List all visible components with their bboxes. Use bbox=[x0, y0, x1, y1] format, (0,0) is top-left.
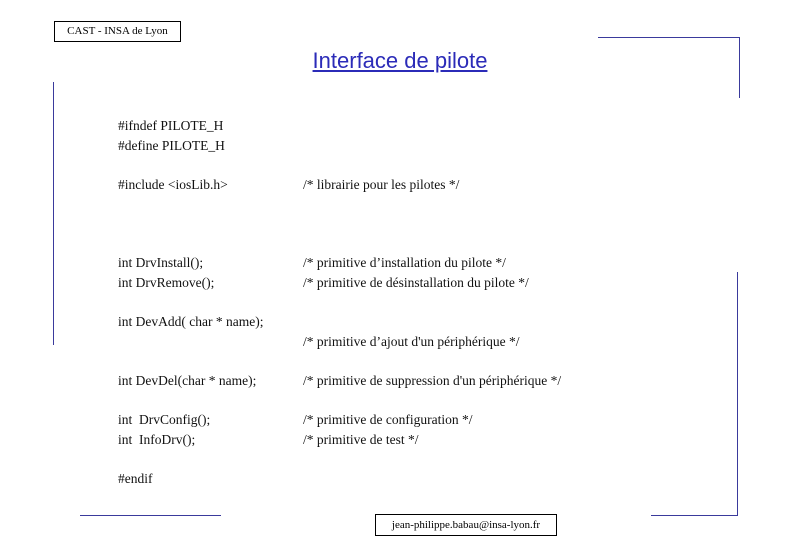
code-statement: #define PILOTE_H bbox=[118, 137, 225, 153]
frame-line-right-lower bbox=[737, 272, 738, 516]
code-comment: /* primitive de test */ bbox=[303, 431, 419, 447]
frame-line-left bbox=[53, 82, 54, 345]
header-label: CAST - INSA de Lyon bbox=[67, 25, 168, 37]
code-statement: #ifndef PILOTE_H bbox=[118, 118, 224, 133]
frame-line-bottom-left bbox=[80, 515, 221, 516]
code-statement: #include <iosLib.h> bbox=[118, 176, 228, 192]
frame-line-bottom-right bbox=[651, 515, 738, 516]
code-comment: /* primitive de configuration */ bbox=[303, 411, 473, 427]
code-statement: int InfoDrv(); bbox=[118, 431, 196, 447]
footer-email-box bbox=[375, 514, 557, 536]
header-label-box bbox=[54, 21, 181, 42]
code-statement: int DrvRemove(); bbox=[118, 274, 215, 290]
code-statement: int DrvConfig(); bbox=[118, 411, 211, 427]
code-statement: #endif bbox=[118, 470, 153, 486]
frame-line-top-right bbox=[598, 37, 740, 38]
code-comment: /* primitive d’ajout d'un périphérique */ bbox=[303, 333, 520, 349]
code-comment: /* librairie pour les pilotes */ bbox=[303, 176, 460, 192]
footer-email: jean-philippe.babau@insa-lyon.fr bbox=[391, 519, 541, 531]
code-comment: /* primitive de suppression d'un périphérique */ bbox=[303, 372, 562, 388]
frame-line-right-upper bbox=[739, 37, 740, 98]
slide-title: Interface de pilote bbox=[312, 48, 488, 73]
code-statement: int DrvInstall(); bbox=[118, 255, 204, 271]
code-comment: /* primitive d’installation du pilote */ bbox=[303, 255, 506, 271]
code-statement: int DevAdd( char * name); bbox=[118, 313, 264, 329]
code-comment: /* primitive de désinstallation du pilote */ bbox=[303, 274, 529, 290]
code-statement: int DevDel(char * name); bbox=[118, 372, 257, 388]
